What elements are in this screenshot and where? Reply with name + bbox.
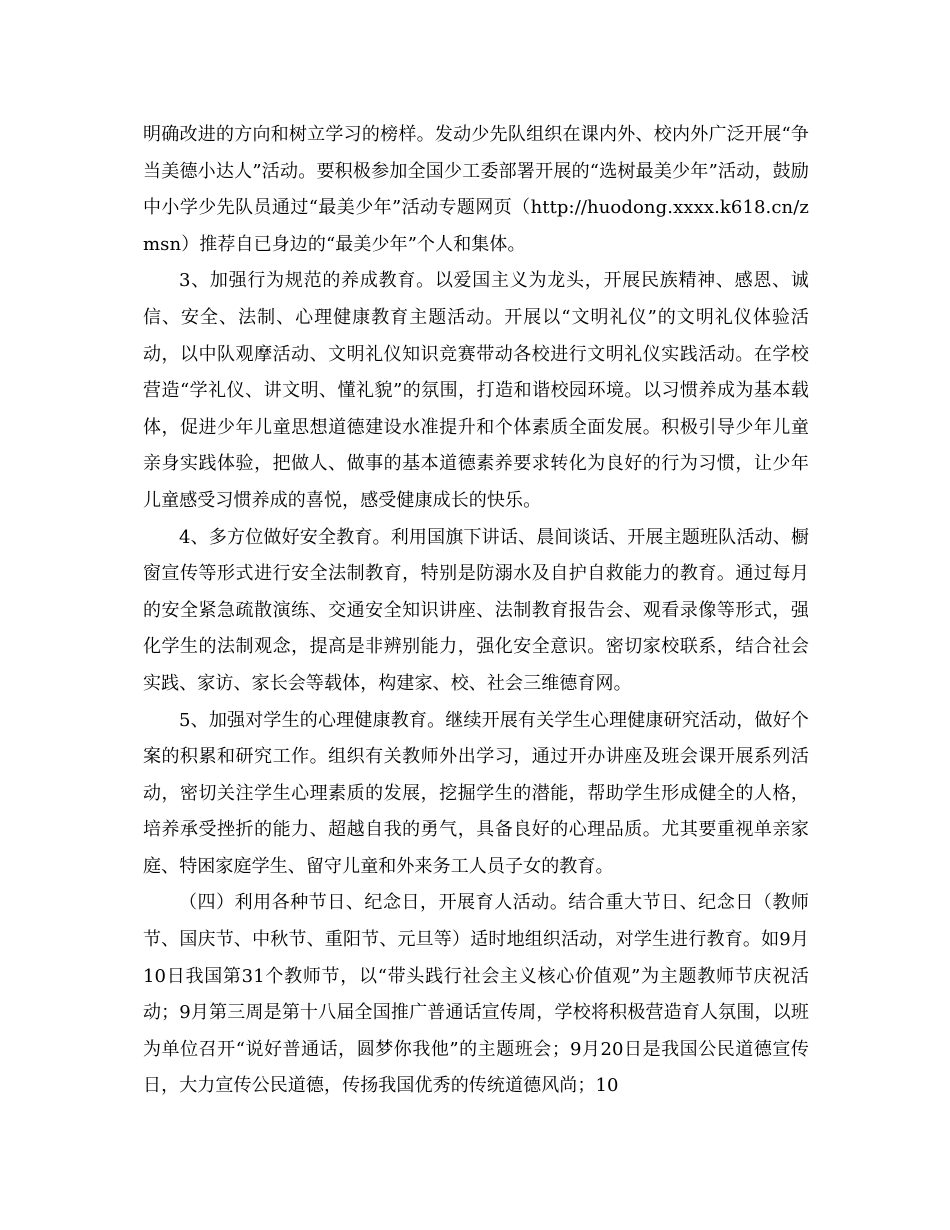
paragraph-4: 5、加强对学生的心理健康教育。继续开展有关学生心理健康研究活动，做好个案的积累和研究工作。组织有关教师外出学习，通过开办讲座及班会课开展系列活动，密切关注学生心理素质的发展，挖掘学生的潜能，帮助学生形成健全的人格，培养承受挫折的能力、超越自我的勇气，具备良好的心理品质。尤其要重视单亲家庭、特困家庭学生、留守儿童和外来务工人员子女的教育。 bbox=[143, 709, 809, 877]
document-body bbox=[143, 117, 809, 1105]
paragraph-2: 3、加强行为规范的养成教育。以爱国主义为龙头，开展民族精神、感恩、诚信、安全、法制、心理健康教育主题活动。开展以“文明礼仪”的文明礼仪体验活动，以中队观摩活动、文明礼仪知识竞赛带动各校进行文明礼仪实践活动。在学校营造“学礼仪、讲文明、懂礼貌”的氛围，打造和谐校园环境。以习惯养成为基本载体，促进少年儿童思想道德建设水准提升和个体素质全面发展。积极引导少年儿童亲身实践体验，把做人、做事的基本道德素养要求转化为良好的行为习惯，让少年儿童感受习惯养成的喜悦，感受健康成长的快乐。 bbox=[143, 270, 809, 511]
paragraph-1: 明确改进的方向和树立学习的榜样。发动少先队组织在课内外、校内外广泛开展“争当美德小达人”活动。要积极参加全国少工委部署开展的“选树最美少年”活动，鼓励中小学少先队员通过“最美少年”活动专题网页（http://huodong.xxxx.k618.cn/zmsn）推荐自已身边的“最美少年”个人和集体。 bbox=[143, 124, 809, 255]
paragraph-5: （四）利用各种节日、纪念日，开展育人活动。结合重大节日、纪念日（教师节、国庆节、中秋节、重阳节、元旦等）适时地组织活动，对学生进行教育。如9月10日我国第31个教师节，以“带头践行社会主义核心价值观”为主题教师节庆祝活动；9月第三周是第十八届全国推广普通话宣传周，学校将积极营造育人氛围，以班为单位召开“说好普通话，圆梦你我他”的主题班会；9月20日是我国公民道德宣传日，大力宣传公民道德，传扬我国优秀的传统道德风尚；10 bbox=[143, 892, 809, 1097]
paragraph-3: 4、多方位做好安全教育。利用国旗下讲话、晨间谈话、开展主题班队活动、橱窗宣传等形式进行安全法制教育，特别是防溺水及自护自救能力的教育。通过每月的安全紧急疏散演练、交通安全知识讲座、法制教育报告会、观看录像等形式，强化学生的法制观念，提高是非辨别能力，强化安全意识。密切家校联系，结合社会实践、家访、家长会等载体，构建家、校、社会三维德育网。 bbox=[143, 526, 809, 694]
